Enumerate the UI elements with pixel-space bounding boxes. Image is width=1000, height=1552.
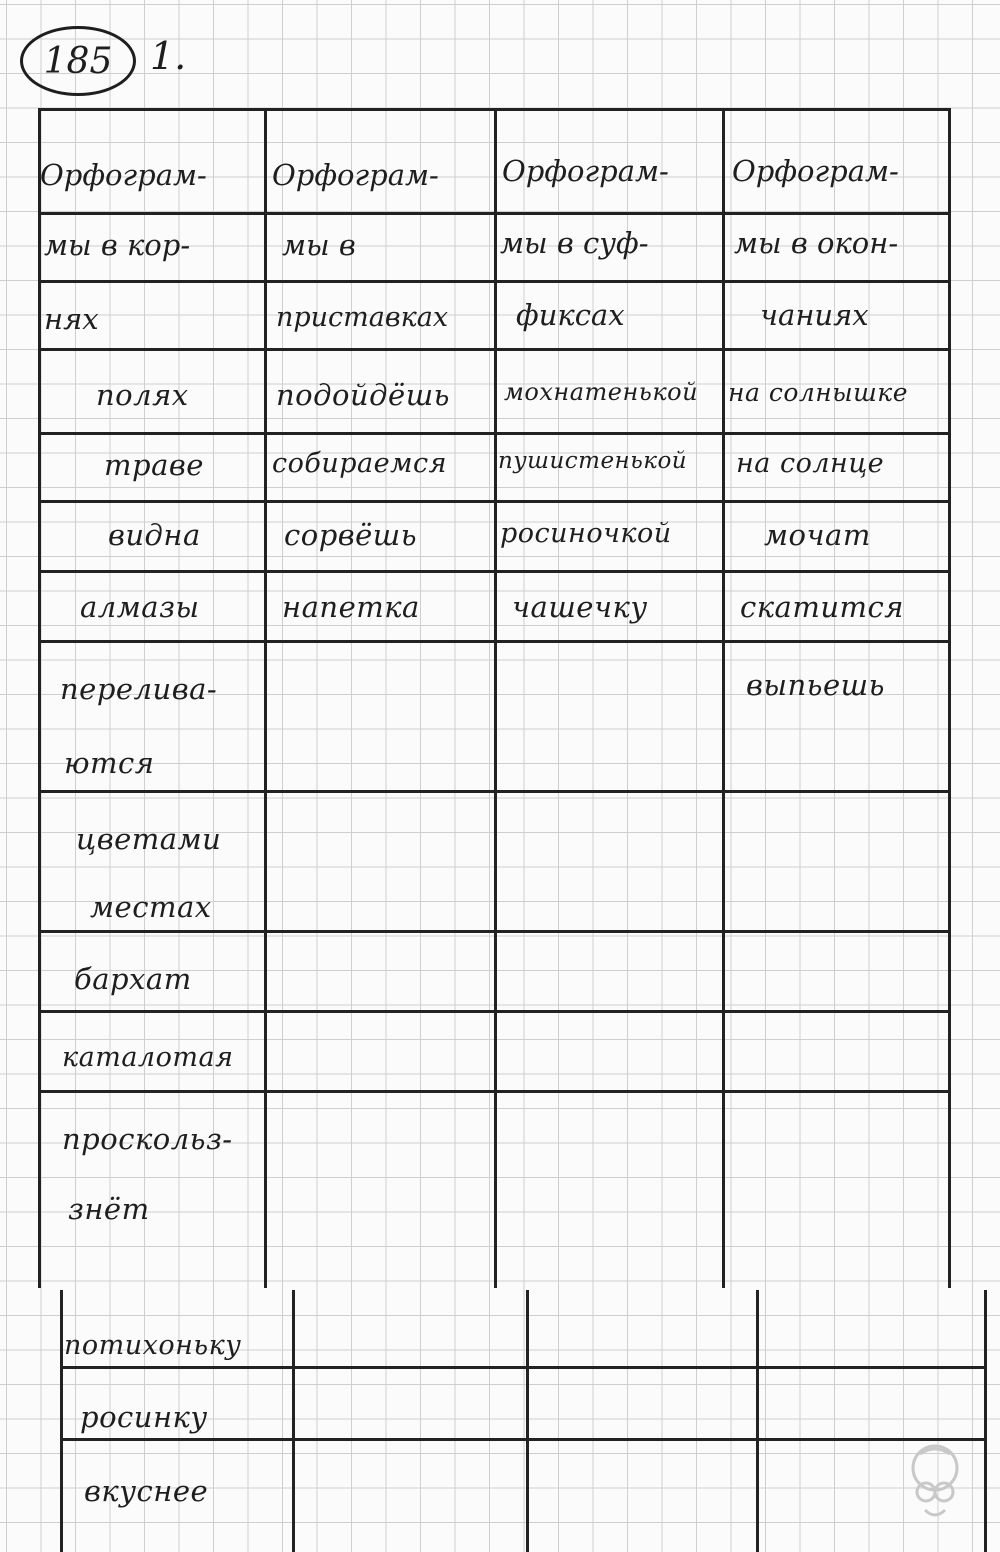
task-number: 185 [43,40,113,82]
row-line [38,432,951,435]
row-line [38,930,951,933]
row-line [38,570,951,573]
header-suffixes-line-1: Орфограм- [502,154,669,188]
word-roots: перелива- [60,672,218,706]
row-line [38,790,951,793]
word-roots: знёт [68,1192,150,1226]
cont-divider-1 [292,1290,295,1552]
word-roots: видна [108,518,201,552]
task-number-circle [20,26,136,96]
word-endings: выпьешь [746,668,885,702]
word-roots: проскольз- [62,1122,233,1156]
header-bottom-border [38,348,951,351]
task-subnumber: 1. [150,34,187,78]
header-prefixes-line-3: приставках [276,302,449,333]
word-endings: мочат [764,518,871,552]
header-row-line-2 [38,280,951,283]
word-endings: скатится [740,590,904,624]
word-roots: полях [96,378,189,412]
word-roots: местах [90,890,212,924]
cont-row-line [60,1438,987,1441]
table-border-right [948,108,951,1288]
word-roots: траве [104,448,204,482]
header-roots-line-1: Орфограм- [40,158,207,192]
table-divider-3 [722,108,725,1288]
word-prefixes: сорвёшь [284,518,418,552]
word-continuation: вкуснее [84,1474,209,1508]
watermark-mascot-icon [900,1440,970,1530]
cont-row-line [60,1366,987,1369]
word-suffixes: росиночкой [500,518,672,549]
word-prefixes: собираемся [272,448,447,479]
row-line [38,500,951,503]
cont-border-right [984,1290,987,1552]
word-roots: ются [64,746,155,780]
word-roots: бархат [74,962,192,996]
header-roots-line-3: нях [44,302,99,336]
header-prefixes-line-2: мы в [282,228,356,262]
header-prefixes-line-1: Орфограм- [272,158,439,192]
word-suffixes: мохнатенькой [504,378,699,406]
table-divider-1 [264,108,267,1288]
header-endings-line-2: мы в окон- [734,226,899,260]
word-suffixes: чашечку [512,590,648,624]
header-suffixes-line-3: фиксах [516,298,625,332]
word-endings: на солнышке [728,378,909,407]
word-suffixes: пушистенькой [498,448,688,474]
header-endings-line-1: Орфограм- [732,154,899,188]
row-line [38,640,951,643]
word-roots: цветами [76,822,222,856]
word-roots: алмазы [80,590,200,624]
header-endings-line-3: чаниях [760,298,869,332]
word-endings: на солнце [736,448,885,479]
cont-divider-2 [526,1290,529,1552]
word-prefixes: подойдёшь [276,378,450,412]
row-line [38,1090,951,1093]
header-row-line-1 [38,212,951,215]
table-border-left [38,108,41,1288]
row-line [38,1010,951,1013]
word-prefixes: напетка [282,590,420,624]
header-roots-line-2: мы в кор- [44,228,191,262]
word-continuation: росинку [80,1400,208,1434]
cont-border-left [60,1290,63,1552]
header-suffixes-line-2: мы в суф- [500,226,649,260]
table-divider-2 [494,108,497,1288]
cont-divider-3 [756,1290,759,1552]
word-continuation: потихоньку [64,1330,242,1361]
table-top-border [38,108,951,111]
word-roots: каталотая [62,1042,234,1073]
